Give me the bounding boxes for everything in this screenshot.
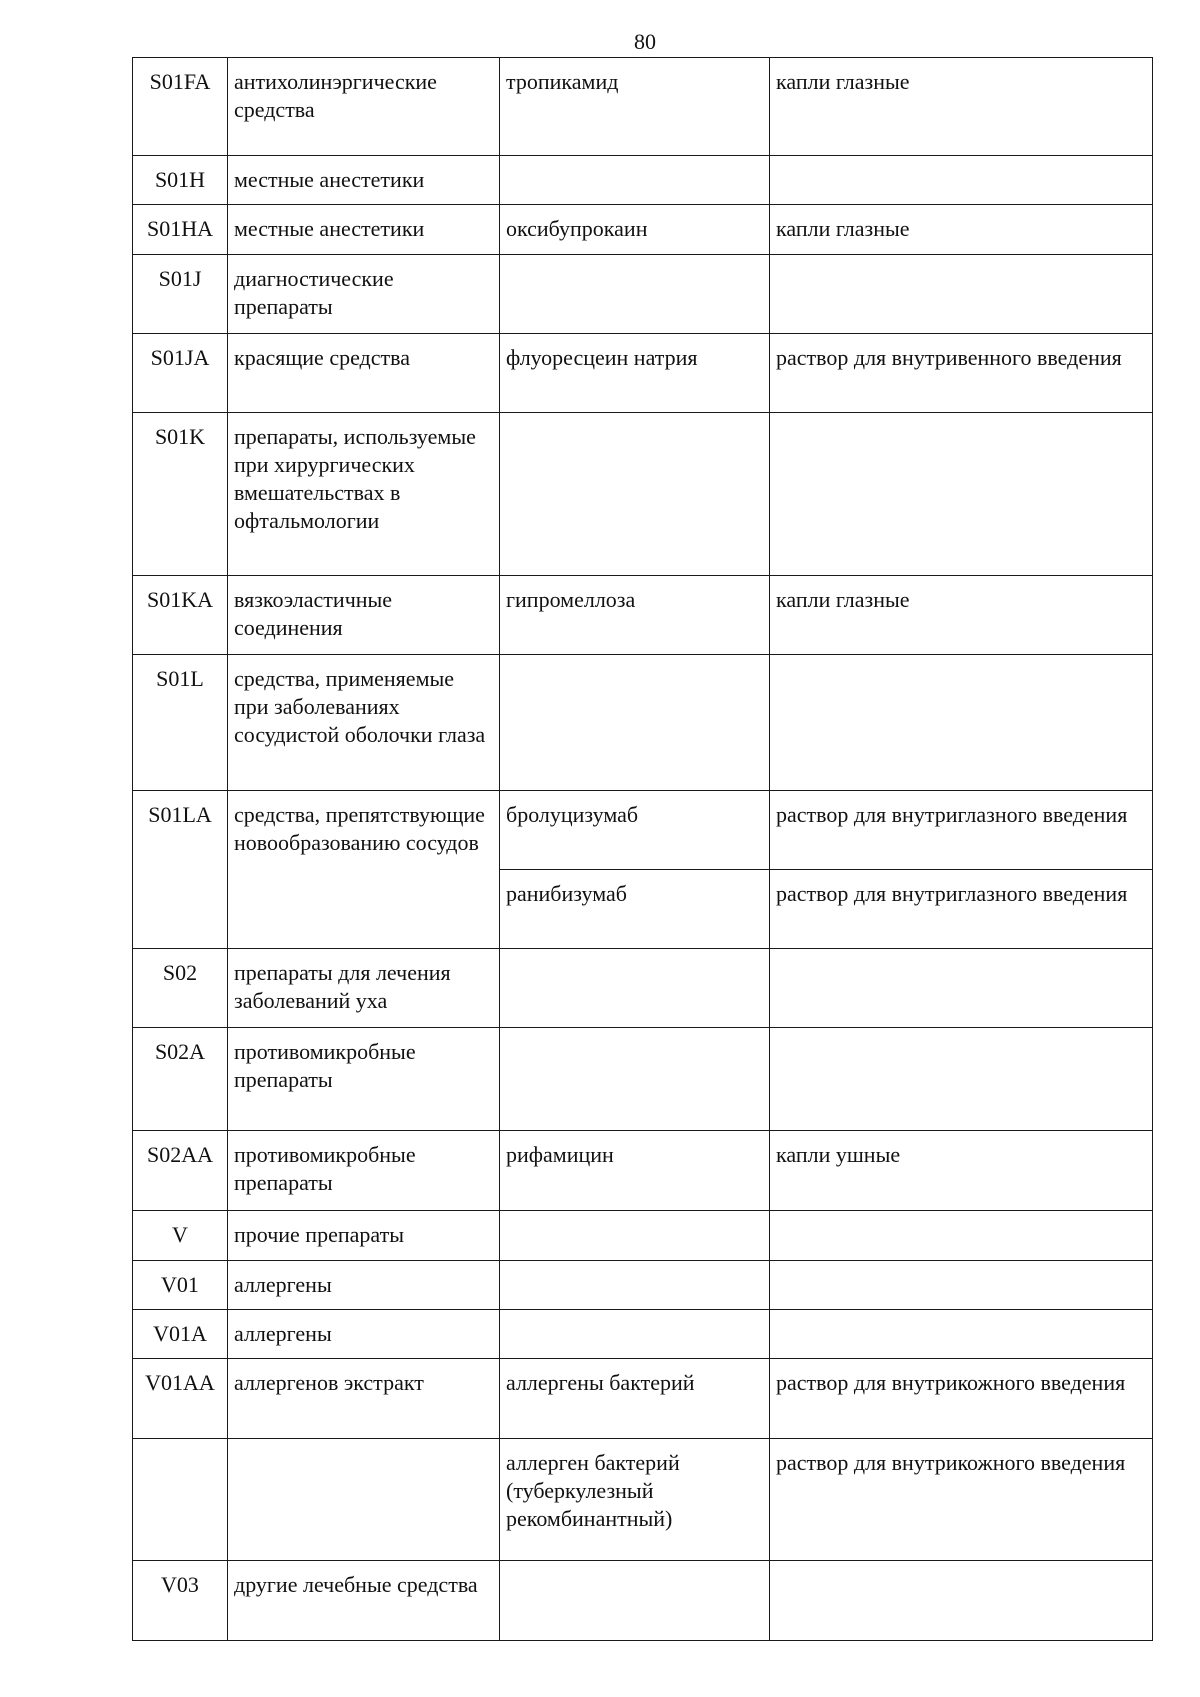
dosage-form-cell bbox=[770, 655, 1153, 791]
drug-name-cell: аллерген бактерий (туберкулезный рекомбинантный) bbox=[500, 1439, 770, 1561]
table-row bbox=[133, 1211, 1153, 1261]
atc-code-cell: V bbox=[133, 1211, 228, 1261]
group-name-cell: препараты, используемые при хирургических вмешательствах в офтальмологии bbox=[228, 413, 500, 576]
table-row bbox=[133, 255, 1153, 334]
drug-name-cell bbox=[500, 255, 770, 334]
group-name-cell: аллергены bbox=[228, 1310, 500, 1359]
atc-code-cell: V01AA bbox=[133, 1359, 228, 1439]
atc-code-cell: S01KA bbox=[133, 576, 228, 655]
dosage-form-cell: раствор для внутрикожного введения bbox=[770, 1439, 1153, 1561]
group-name-cell: местные анестетики bbox=[228, 205, 500, 255]
group-name-cell: местные анестетики bbox=[228, 156, 500, 205]
drug-name-cell bbox=[500, 413, 770, 576]
dosage-form-cell: капли глазные bbox=[770, 205, 1153, 255]
atc-code-cell: V01 bbox=[133, 1261, 228, 1310]
dosage-form-cell bbox=[770, 1028, 1153, 1131]
dosage-form-cell: капли глазные bbox=[770, 576, 1153, 655]
group-name-cell: аллергены bbox=[228, 1261, 500, 1310]
table-row bbox=[133, 58, 1153, 156]
group-name-cell: противомикробные препараты bbox=[228, 1028, 500, 1131]
group-name-cell bbox=[228, 1439, 500, 1561]
medication-table-body bbox=[133, 58, 1153, 1641]
atc-code-cell: V01A bbox=[133, 1310, 228, 1359]
table-row bbox=[133, 1439, 1153, 1561]
drug-name-cell: бролуцизумаб bbox=[500, 791, 770, 870]
table-row bbox=[133, 655, 1153, 791]
atc-code-cell: S01L bbox=[133, 655, 228, 791]
dosage-form-cell: раствор для внутривенного введения bbox=[770, 334, 1153, 413]
group-name-cell: средства, препятствующие новообразованию сосудов bbox=[228, 791, 500, 949]
atc-code-cell: S01H bbox=[133, 156, 228, 205]
dosage-form-cell bbox=[770, 413, 1153, 576]
dosage-form-cell: раствор для внутриглазного введения bbox=[770, 791, 1153, 870]
drug-name-cell bbox=[500, 1261, 770, 1310]
group-name-cell: другие лечебные средства bbox=[228, 1561, 500, 1641]
table-row bbox=[133, 949, 1153, 1028]
table-row bbox=[133, 1131, 1153, 1211]
medication-table bbox=[132, 57, 1153, 1641]
dosage-form-cell bbox=[770, 949, 1153, 1028]
table-row bbox=[133, 1261, 1153, 1310]
dosage-form-cell bbox=[770, 1310, 1153, 1359]
group-name-cell: средства, применяемые при заболеваниях сосудистой оболочки глаза bbox=[228, 655, 500, 791]
dosage-form-cell bbox=[770, 255, 1153, 334]
group-name-cell: красящие средства bbox=[228, 334, 500, 413]
group-name-cell: антихолинэргические средства bbox=[228, 58, 500, 156]
atc-code-cell: S01HA bbox=[133, 205, 228, 255]
dosage-form-cell bbox=[770, 1261, 1153, 1310]
drug-name-cell: аллергены бактерий bbox=[500, 1359, 770, 1439]
atc-code-cell: S01J bbox=[133, 255, 228, 334]
atc-code-cell: S02 bbox=[133, 949, 228, 1028]
table-row bbox=[133, 791, 1153, 870]
dosage-form-cell bbox=[770, 156, 1153, 205]
atc-code-cell: S02AA bbox=[133, 1131, 228, 1211]
table-row bbox=[133, 334, 1153, 413]
drug-name-cell: рифамицин bbox=[500, 1131, 770, 1211]
group-name-cell: вязкоэластичные соединения bbox=[228, 576, 500, 655]
dosage-form-cell: раствор для внутриглазного введения bbox=[770, 870, 1153, 949]
table-row bbox=[133, 576, 1153, 655]
table-row bbox=[133, 1310, 1153, 1359]
dosage-form-cell: капли глазные bbox=[770, 58, 1153, 156]
dosage-form-cell: раствор для внутрикожного введения bbox=[770, 1359, 1153, 1439]
group-name-cell: диагностические препараты bbox=[228, 255, 500, 334]
table-row bbox=[133, 156, 1153, 205]
page-number: 80 bbox=[634, 29, 656, 54]
dosage-form-cell bbox=[770, 1211, 1153, 1261]
drug-name-cell: гипромеллоза bbox=[500, 576, 770, 655]
drug-name-cell bbox=[500, 156, 770, 205]
drug-name-cell bbox=[500, 1028, 770, 1131]
drug-name-cell: флуоресцеин натрия bbox=[500, 334, 770, 413]
group-name-cell: противомикробные препараты bbox=[228, 1131, 500, 1211]
atc-code-cell bbox=[133, 1439, 228, 1561]
table-row bbox=[133, 413, 1153, 576]
dosage-form-cell: капли ушные bbox=[770, 1131, 1153, 1211]
dosage-form-cell bbox=[770, 1561, 1153, 1641]
atc-code-cell: S01K bbox=[133, 413, 228, 576]
atc-code-cell: S01FA bbox=[133, 58, 228, 156]
atc-code-cell: S02A bbox=[133, 1028, 228, 1131]
table-row bbox=[133, 1028, 1153, 1131]
group-name-cell: аллергенов экстракт bbox=[228, 1359, 500, 1439]
table-row bbox=[133, 1359, 1153, 1439]
group-name-cell: прочие препараты bbox=[228, 1211, 500, 1261]
drug-name-cell bbox=[500, 1310, 770, 1359]
drug-name-cell bbox=[500, 949, 770, 1028]
drug-name-cell bbox=[500, 1561, 770, 1641]
drug-name-cell: ранибизумаб bbox=[500, 870, 770, 949]
atc-code-cell: S01JA bbox=[133, 334, 228, 413]
group-name-cell: препараты для лечения заболеваний уха bbox=[228, 949, 500, 1028]
table-row bbox=[133, 1561, 1153, 1641]
atc-code-cell: S01LA bbox=[133, 791, 228, 949]
atc-code-cell: V03 bbox=[133, 1561, 228, 1641]
drug-name-cell bbox=[500, 1211, 770, 1261]
drug-name-cell: тропикамид bbox=[500, 58, 770, 156]
table-row bbox=[133, 205, 1153, 255]
drug-name-cell: оксибупрокаин bbox=[500, 205, 770, 255]
drug-name-cell bbox=[500, 655, 770, 791]
